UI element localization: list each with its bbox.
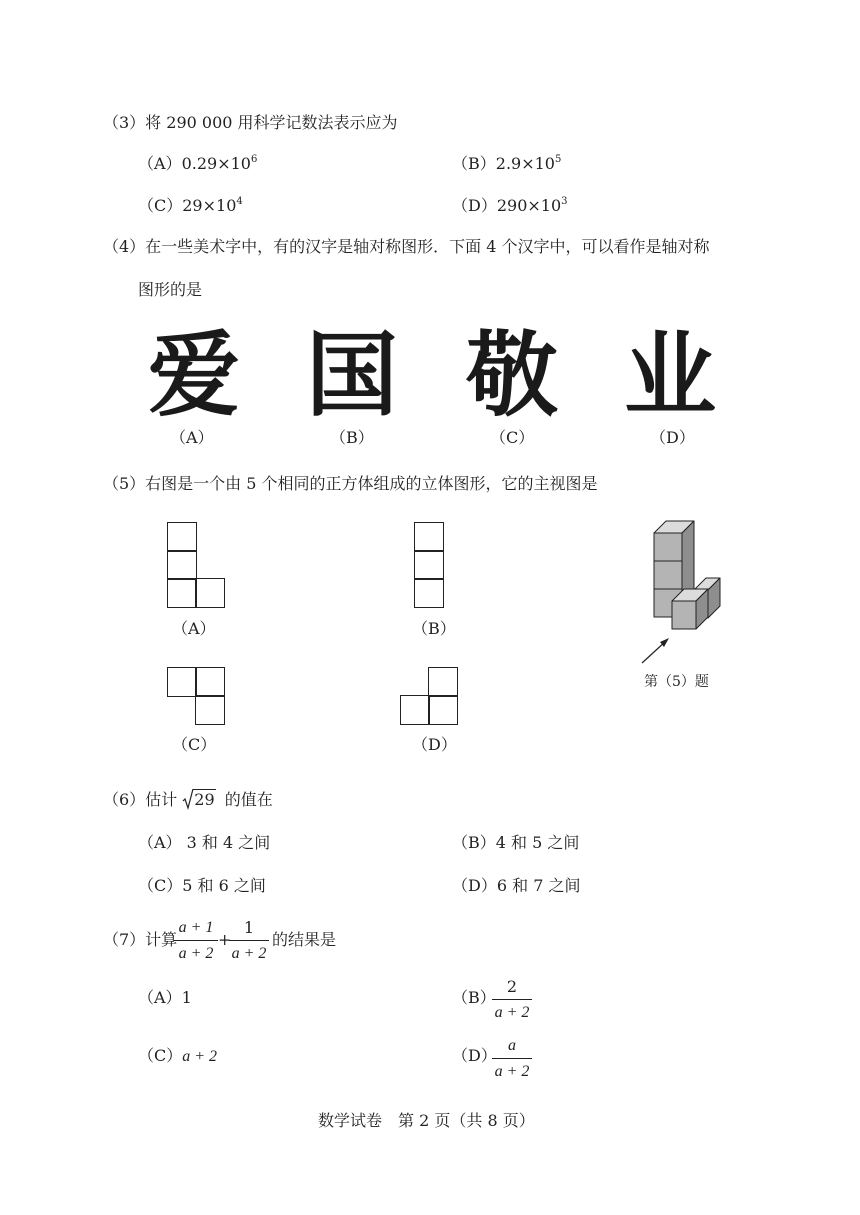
option-value: 0.29×10 — [181, 154, 251, 173]
q6-option-d — [452, 878, 580, 894]
square — [414, 522, 444, 552]
q5-cube-figure — [636, 515, 736, 670]
q7-option-d-tag: （D） — [452, 1046, 497, 1065]
q3-option-c — [138, 198, 243, 214]
char-ai: 爱 — [148, 322, 241, 429]
q6-stem — [103, 792, 273, 808]
q7-option-a — [138, 990, 192, 1006]
option-tag: （C） — [138, 196, 183, 215]
option-tag: （D） — [452, 876, 497, 895]
char-ye: 业 — [624, 322, 717, 429]
square — [414, 578, 444, 608]
square — [428, 667, 458, 697]
square — [414, 550, 444, 580]
exponent: 3 — [561, 196, 568, 207]
square — [167, 522, 197, 552]
numerator: 1 — [243, 918, 255, 937]
square — [167, 667, 197, 697]
q6-option-b — [452, 835, 579, 851]
q7-stem-suffix: 的结果是 — [272, 930, 337, 949]
option-tag: （B） — [452, 154, 496, 173]
denominator: a + 2 — [178, 945, 214, 962]
square — [167, 578, 197, 608]
option-value: 290×10 — [496, 196, 562, 215]
q4-stem-line1: （4）在一些美术字中，有的汉字是轴对称图形．下面 4 个汉字中，可以看作是轴对称 — [103, 237, 710, 256]
q5-label-b: （B） — [412, 619, 456, 638]
square — [400, 695, 430, 725]
page-footer: 数学试卷 第 2 页（共 8 页） — [318, 1111, 535, 1130]
char-guo: 国 — [306, 322, 399, 429]
denominator: a + 2 — [494, 1063, 530, 1080]
option-value: 6 和 7 之间 — [496, 876, 581, 895]
q4-stem-line2: 图形的是 — [138, 280, 203, 299]
q7-option-c — [138, 1048, 217, 1065]
q7-stem-prefix: （7）计算 — [103, 930, 178, 949]
stem-prefix: （6）估计 — [103, 790, 178, 809]
option-value: 4 和 5 之间 — [495, 833, 580, 852]
radicand: 29 — [194, 790, 215, 809]
q5-label-d: （D） — [412, 735, 457, 754]
radical-sign-icon — [182, 788, 194, 810]
q7-fraction-2 — [229, 920, 269, 962]
stem-suffix: 的值在 — [224, 790, 273, 809]
denominator: a + 2 — [231, 945, 267, 962]
numerator: a — [508, 1037, 516, 1054]
char-jing: 敬 — [466, 322, 559, 429]
numerator: a + 1 — [178, 919, 214, 936]
option-value: 3 和 4 之间 — [181, 833, 271, 852]
square — [195, 695, 225, 725]
q6-option-a — [138, 835, 270, 851]
q5-label-c: （C） — [172, 735, 217, 754]
q3-stem: （3）将 290 000 用科学记数法表示应为 — [103, 113, 398, 132]
q5-figure-caption: 第（5）题 — [644, 674, 709, 690]
square — [428, 695, 458, 725]
square — [195, 578, 225, 608]
option-value: 2.9×10 — [495, 154, 555, 173]
exponent: 6 — [250, 154, 258, 165]
q4-label-a: （A） — [170, 428, 214, 447]
denominator: a + 2 — [494, 1004, 530, 1021]
option-tag: （A） — [138, 988, 182, 1007]
option-tag: （C） — [138, 1046, 183, 1065]
q7-option-d-fraction — [492, 1038, 532, 1080]
option-tag: （D） — [452, 196, 497, 215]
option-value: 29×10 — [182, 196, 237, 215]
numerator: 2 — [506, 977, 518, 996]
q4-label-b: （B） — [330, 428, 374, 447]
q3-option-d — [452, 198, 568, 214]
exponent: 4 — [236, 196, 243, 207]
q7-option-b-tag: （B） — [452, 988, 496, 1007]
square — [195, 667, 225, 697]
q7-option-b-fraction — [492, 979, 532, 1021]
q6-option-c — [138, 878, 266, 894]
q5-stem: （5）右图是一个由 5 个相同的正方体组成的立体图形，它的主视图是 — [103, 474, 598, 493]
q4-label-c: （C） — [490, 428, 535, 447]
q3-option-b — [452, 156, 561, 172]
option-tag: （C） — [138, 876, 183, 895]
option-value: 5 和 6 之间 — [182, 876, 266, 895]
option-tag: （A） — [138, 154, 182, 173]
q3-option-a — [138, 156, 257, 172]
q7-plus: + — [218, 930, 232, 949]
option-value: a + 2 — [182, 1048, 218, 1065]
q5-label-a: （A） — [172, 619, 216, 638]
option-value: 1 — [181, 988, 192, 1007]
option-tag: （B） — [452, 833, 496, 852]
q7-fraction-1 — [174, 920, 218, 962]
option-tag: （A） — [138, 833, 182, 852]
exponent: 5 — [554, 154, 562, 165]
sqrt-expression — [182, 792, 215, 808]
q4-label-d: （D） — [650, 428, 695, 447]
square — [167, 550, 197, 580]
